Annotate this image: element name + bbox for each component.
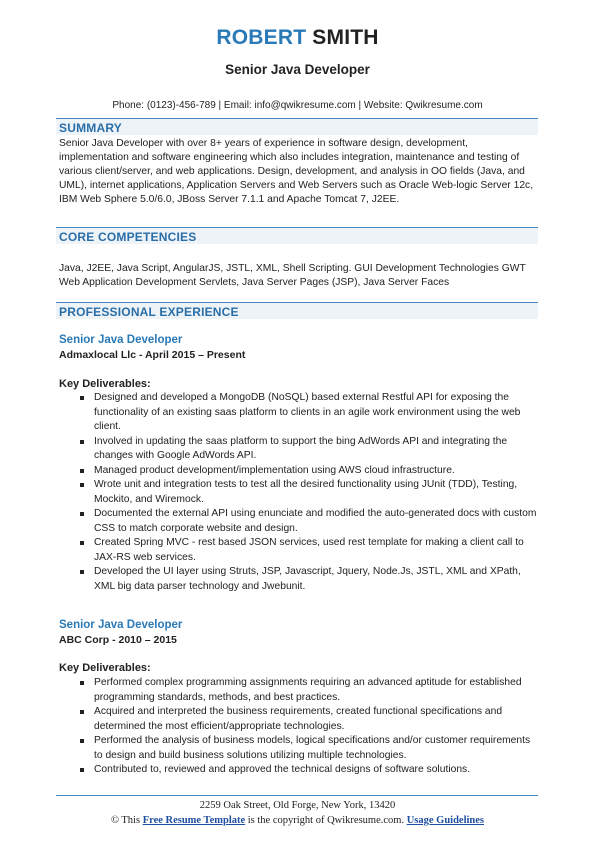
last-name: SMITH <box>312 26 379 49</box>
bullet-text: Documented the external API using enunciate and modified the auto-generated docs with custom CSS to match corporate website and design. <box>94 508 537 534</box>
deliverables-list <box>80 391 538 594</box>
bullet-text: Performed complex programming assignments requiring an advanced aptitude for established programming standards, methods, and best practices. <box>94 677 522 703</box>
experience-heading: PROFESSIONAL EXPERIENCE <box>59 305 239 319</box>
bullet-icon <box>80 440 84 444</box>
competencies-heading: CORE COMPETENCIES <box>59 230 197 244</box>
list-item <box>80 536 538 565</box>
summary-text: Senior Java Developer with over 8+ years of experience in software design, development, implementation and software engineering which also includes integration, maintenance and testing of various client/server, and web applications. Design, development, and analysis in OO fields (Java, and UML), internet applications, Application Servers and Web Servers such as Oracle Web-logic Server 12c, IBM Web Sphere 5.0/6.0, JBoss Server 7.1.1 and Apache Tomcat 7, J2EE. <box>59 138 534 205</box>
bullet-icon <box>80 469 84 473</box>
bullet-text: Created Spring MVC - rest based JSON services, used rest template for making a client call to JAX-RS web services. <box>94 537 524 563</box>
free-resume-template-link[interactable]: Free Resume Template <box>142 815 246 826</box>
summary-heading: SUMMARY <box>59 121 122 135</box>
candidate-name <box>0 26 595 50</box>
bullet-icon <box>80 396 84 400</box>
bullet-text: Contributed to, reviewed and approved the technical designs of software solutions. <box>94 764 471 775</box>
bullet-text: Designed and developed a MongoDB (NoSQL) based external Restful API for exposing the functionality of an existing saas platform to clients in an agile work environment using the web client. <box>94 392 521 432</box>
bullet-icon <box>80 512 84 516</box>
list-item <box>80 705 538 734</box>
bullet-icon <box>80 710 84 714</box>
list-item <box>80 464 538 479</box>
experience-section-header <box>56 302 538 319</box>
job-title: Senior Java Developer <box>59 619 183 631</box>
bullet-icon <box>80 541 84 545</box>
first-name: ROBERT <box>216 26 307 49</box>
contact-line: Phone: (0123)-456-789 | Email: info@qwikresume.com | Website: Qwikresume.com <box>112 100 483 111</box>
bullet-text: Involved in updating the saas platform to support the bing AdWords API and integrating the changes with Google AdWords API. <box>94 435 508 461</box>
bullet-icon <box>80 739 84 743</box>
list-item <box>80 676 538 705</box>
bullet-icon <box>80 483 84 487</box>
bullet-icon <box>80 768 84 772</box>
bullet-text: Wrote unit and integration tests to test all the desired functionality using JUnit (TDD), Testing, Mockito, and Wiremock. <box>94 479 518 505</box>
job-title: Senior Java Developer <box>59 334 183 346</box>
candidate-title: Senior Java Developer <box>225 62 370 77</box>
list-item <box>80 478 538 507</box>
bullet-text: Developed the UI layer using Struts, JSP, Javascript, Jquery, Node.Js, JSTL, XML and XPath, XML big data parser technology and Jwebunit. <box>94 566 521 592</box>
list-item <box>80 391 538 435</box>
footer-address: 2259 Oak Street, Old Forge, New York, 13420 <box>199 800 396 811</box>
usage-guidelines-link[interactable]: Usage Guidelines <box>406 815 485 826</box>
bullet-text: Performed the analysis of business models, logical specifications and/or customer requirements to design and build business solutions utilizing multiple technologies. <box>94 735 531 761</box>
job-company-dates: Admaxlocal Llc - April 2015 – Present <box>59 349 246 361</box>
competencies-text: Java, J2EE, Java Script, AngularJS, JSTL, XML, Shell Scripting. GUI Development Technologies GWT Web Application Development Servlets, Java Server Pages (JSP), Java Server Faces <box>59 263 526 288</box>
copyright-middle: is the copyright of Qwikresume.com. <box>245 815 407 826</box>
bullet-text: Managed product development/implementation using AWS cloud infrastructure. <box>94 464 455 476</box>
key-deliverables-label: Key Deliverables: <box>59 378 151 390</box>
summary-section-header <box>56 118 538 135</box>
footer-copyright <box>0 815 595 826</box>
list-item <box>80 565 538 594</box>
list-item <box>80 435 538 464</box>
competencies-section-header <box>56 227 538 244</box>
bullet-text: Acquired and interpreted the business requirements, created functional specifications and determined the most efficient/appropriate technologies. <box>94 706 503 732</box>
list-item <box>80 734 538 763</box>
footer-divider <box>56 795 538 796</box>
list-item <box>80 763 538 778</box>
bullet-icon <box>80 570 84 574</box>
copyright-prefix: © This <box>110 815 143 826</box>
key-deliverables-label: Key Deliverables: <box>59 662 151 674</box>
deliverables-list <box>80 676 538 778</box>
list-item <box>80 507 538 536</box>
bullet-icon <box>80 681 84 685</box>
job-company-dates: ABC Corp - 2010 – 2015 <box>59 634 177 646</box>
